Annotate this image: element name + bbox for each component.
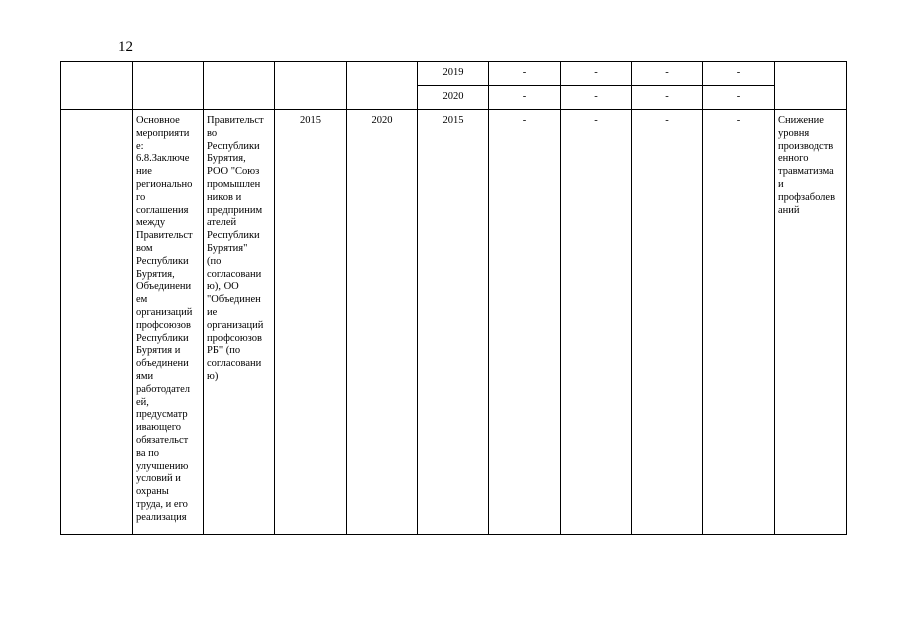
table-row-event-6-8 — [61, 110, 847, 535]
cell-year: 2019 — [418, 62, 489, 86]
cell-year: 2015 — [418, 110, 489, 535]
cell-end-year — [347, 62, 418, 110]
cell-expected-result: Снижение уровня производств енного травматизма и профзаболев аний — [775, 110, 847, 535]
cell-value: - — [489, 110, 561, 535]
page-number: 12 — [118, 39, 133, 55]
cell-value: - — [489, 86, 561, 110]
cell-value: - — [703, 86, 775, 110]
cell-executor — [204, 62, 275, 110]
cell-value: - — [489, 62, 561, 86]
cell-value: - — [561, 62, 632, 86]
cell-value: - — [561, 86, 632, 110]
cell-event — [133, 62, 204, 110]
cell-year: 2020 — [418, 86, 489, 110]
cell-number — [61, 110, 133, 535]
cell-value: - — [632, 86, 703, 110]
cell-start-year: 2015 — [275, 110, 347, 535]
cell-start-year — [275, 62, 347, 110]
cell-result — [775, 62, 847, 110]
program-table — [60, 61, 847, 535]
cell-event-description: Основное мероприяти е: 6.8.Заключе ние регионально го соглашения между Правительст вом Республики Бурятия, Объединени ем организаций профсоюзов Республики Бурятия и объединени ями работодател ей, предусматр ивающего обязательст ва по улучшению условий и охраны труда, и его реализация — [133, 110, 204, 535]
cell-value: - — [632, 62, 703, 86]
cell-value: - — [703, 110, 775, 535]
cell-value: - — [561, 110, 632, 535]
cell-value: - — [632, 110, 703, 535]
cell-end-year: 2020 — [347, 110, 418, 535]
cell-number — [61, 62, 133, 110]
cell-executor: Правительст во Республики Бурятия, РОО "Союз промышлен ников и предприним ателей Республики Бурятия" (по согласовани ю), ОО "Объединен ие организаций профсоюзов РБ" (по согласовани ю) — [204, 110, 275, 535]
cell-value: - — [703, 62, 775, 86]
table-row-2019 — [61, 62, 847, 86]
